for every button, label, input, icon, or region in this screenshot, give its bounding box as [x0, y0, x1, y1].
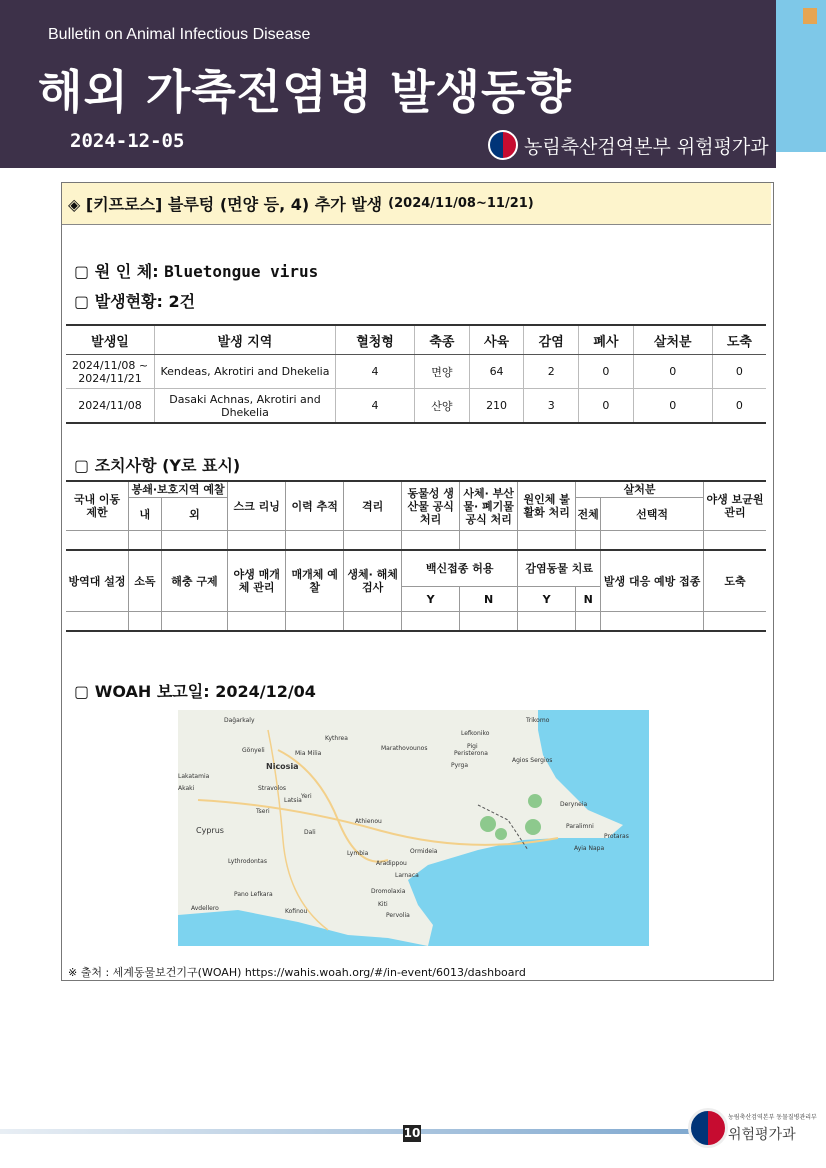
- map-label: Pyrga: [451, 762, 469, 769]
- m-cull-select: 선택적: [601, 498, 704, 531]
- map-label: Dromolaxia: [371, 888, 406, 895]
- table-cell: [601, 612, 704, 632]
- outbreak-marker: [525, 819, 541, 835]
- cell-region: Dasaki Achnas, Akrotiri and Dhekelia: [155, 389, 336, 424]
- header-region: 발생 지역: [155, 325, 336, 355]
- m-zone-out: 외: [161, 498, 227, 531]
- cell-culled: 0: [633, 355, 712, 389]
- cell-slaughtered: 0: [712, 355, 766, 389]
- measures-table: [66, 480, 766, 632]
- m-quarantine: 격리: [344, 481, 402, 531]
- table-cell: [161, 531, 227, 551]
- m-zone: 봉쇄·보호지역 예찰: [129, 481, 228, 498]
- page-number: 10: [403, 1126, 421, 1140]
- woah-report-date: ▢ WOAH 보고일: 2024/12/04: [74, 682, 316, 701]
- map-label: Larnaca: [395, 872, 419, 879]
- table-cell: [518, 531, 576, 551]
- map-label: Yeri: [301, 793, 312, 800]
- measures-value-row-1: [66, 531, 766, 551]
- m-outbreak-vacc: 발생 대응 예방 접종: [601, 550, 704, 612]
- map-label: Aradippou: [376, 860, 407, 867]
- cell-species: 면양: [415, 355, 470, 389]
- org-name: 농림축산검역본부 위험평가과: [524, 135, 769, 158]
- m-carcass: 사체· 부산물· 폐기물 공식 처리: [460, 481, 518, 531]
- side-accent-tab: [803, 8, 817, 24]
- m-treat-y: Y: [518, 587, 576, 612]
- status-line: ▢ 발생현황: 2건: [74, 292, 196, 311]
- table-row: [66, 389, 766, 424]
- map-label: Lymbia: [347, 850, 369, 857]
- m-slaughter: 도축: [704, 550, 767, 612]
- m-treat-n: N: [576, 587, 601, 612]
- cell-species: 산양: [415, 389, 470, 424]
- table-cell: [286, 531, 344, 551]
- table-cell: [286, 612, 344, 632]
- map-label: Lakatamia: [178, 773, 210, 780]
- footer-logo: [688, 1108, 820, 1150]
- cell-infected: 2: [524, 355, 579, 389]
- m-trace: 이력 추적: [286, 481, 344, 531]
- map-label: Gönyeli: [242, 747, 265, 754]
- table-cell: [129, 531, 162, 551]
- table-cell: [129, 612, 162, 632]
- table-cell: [518, 612, 576, 632]
- table-cell: [460, 531, 518, 551]
- outbreak-marker: [528, 794, 542, 808]
- taeguk-logo-icon: [488, 130, 518, 160]
- map-label: Kiti: [378, 901, 388, 908]
- cell-region: Kendeas, Akrotiri and Dhekelia: [155, 355, 336, 389]
- map-label: Marathovounos: [381, 745, 428, 752]
- map-label: Deryneia: [560, 801, 588, 808]
- map-label: Pervolia: [386, 912, 410, 919]
- measures-header-row-3: [66, 550, 766, 587]
- m-wildlife: 야생 보균원 관리: [704, 481, 767, 531]
- map-label: Kythrea: [325, 735, 348, 742]
- m-wild-vector: 야생 매개체 관리: [228, 550, 286, 612]
- table-cell: [460, 612, 518, 632]
- header-slaughtered: 도축: [712, 325, 766, 355]
- measures-header-row-1: [66, 481, 766, 498]
- table-cell: [344, 612, 402, 632]
- report-box: [61, 182, 774, 981]
- m-cull-all: 전체: [576, 498, 601, 531]
- header-raised: 사육: [469, 325, 524, 355]
- outbreak-marker: [495, 828, 507, 840]
- outbreak-header-row: [66, 325, 766, 355]
- m-treat: 감염동물 치료: [518, 550, 601, 587]
- map-label: Pano Lefkara: [234, 891, 273, 898]
- map-label: Kofinou: [285, 908, 308, 915]
- m-vaccine: 백신접종 허용: [402, 550, 518, 587]
- map-label: Lefkoniko: [461, 730, 490, 737]
- pathogen-value: Bluetongue virus: [164, 262, 319, 281]
- footer-logo-dept: 위험평가과: [728, 1127, 796, 1143]
- table-cell: [402, 612, 460, 632]
- page-title: 해외 가축전염병 발생동향: [38, 65, 572, 119]
- map-label: Tseri: [256, 808, 270, 815]
- table-cell: [704, 531, 767, 551]
- side-accent-bar: [776, 0, 826, 152]
- map-label: Agios Sergios: [512, 757, 553, 764]
- map-label: Nicosia: [266, 762, 299, 771]
- map-label: Ormideia: [410, 848, 438, 855]
- topic-banner: [62, 183, 771, 225]
- m-vaccine-y: Y: [402, 587, 460, 612]
- cell-date: 2024/11/08 ~ 2024/11/21: [66, 355, 155, 389]
- map-label: Paralimni: [566, 823, 594, 830]
- map-svg: [178, 710, 649, 946]
- cell-raised: 210: [469, 389, 524, 424]
- cell-serotype: 4: [336, 355, 415, 389]
- table-row: [66, 355, 766, 389]
- outbreak-map: [178, 710, 649, 946]
- m-zone-set: 방역대 설정: [66, 550, 129, 612]
- header-dead: 폐사: [579, 325, 634, 355]
- table-cell: [344, 531, 402, 551]
- cell-dead: 0: [579, 389, 634, 424]
- cell-dead: 0: [579, 355, 634, 389]
- map-label: Ayia Napa: [574, 845, 605, 852]
- measures-value-row-2: [66, 612, 766, 632]
- m-products: 동물성 생산물 공식 처리: [402, 481, 460, 531]
- page-header: [0, 0, 776, 168]
- map-label: Dali: [304, 829, 316, 836]
- org-label: [488, 130, 769, 160]
- map-label: Peristerona: [454, 750, 488, 757]
- cell-infected: 3: [524, 389, 579, 424]
- header-culled: 살처분: [633, 325, 712, 355]
- table-cell: [66, 612, 129, 632]
- map-label: Cyprus: [196, 826, 224, 835]
- header-serotype: 혈청형: [336, 325, 415, 355]
- cell-slaughtered: 0: [712, 389, 766, 424]
- outbreak-marker: [480, 816, 496, 832]
- map-label: Akaki: [178, 785, 195, 792]
- cell-date: 2024/11/08: [66, 389, 155, 424]
- map-label: Avdellero: [191, 905, 219, 912]
- m-pest: 해충 구제: [161, 550, 227, 612]
- table-cell: [402, 531, 460, 551]
- outbreak-table: [66, 324, 766, 424]
- header-species: 축종: [415, 325, 470, 355]
- table-cell: [161, 612, 227, 632]
- map-label: Latsia: [284, 797, 302, 804]
- m-disinfect: 소독: [129, 550, 162, 612]
- header-date: 발생일: [66, 325, 155, 355]
- measures-label: ▢ 조치사항 (Y로 표시): [74, 456, 241, 475]
- m-bio-test: 생체· 해체 검사: [344, 550, 402, 612]
- pathogen-label: ▢ 원 인 체:: [74, 262, 165, 281]
- m-zone-in: 내: [129, 498, 162, 531]
- table-cell: [66, 531, 129, 551]
- m-culling: 살처분: [576, 481, 704, 498]
- cell-culled: 0: [633, 389, 712, 424]
- map-label: Protaras: [604, 833, 629, 840]
- pathogen-line: [74, 259, 318, 282]
- cell-serotype: 4: [336, 389, 415, 424]
- topic-range: (2024/11/08~11/21): [388, 196, 534, 211]
- map-label: Trikomo: [526, 717, 550, 724]
- table-cell: [704, 612, 767, 632]
- m-screening: 스크 리닝: [228, 481, 286, 531]
- table-cell: [576, 612, 601, 632]
- m-inactivation: 원인체 불활화 처리: [518, 481, 576, 531]
- taeguk-logo-icon: [688, 1108, 728, 1148]
- footer-line: [0, 1129, 700, 1134]
- topic-title: ◈ [키프로스] 블루텅 (면양 등, 4) 추가 발생: [68, 195, 383, 214]
- bulletin-subtitle: Bulletin on Animal Infectious Disease: [48, 26, 311, 43]
- source-note: ※ 출처 : 세계동물보건기구(WOAH) https://wahis.woah.org/#/in-event/6013/dashboard: [68, 966, 526, 979]
- header-infected: 감염: [524, 325, 579, 355]
- m-domestic: 국내 이동 제한: [66, 481, 129, 531]
- map-label: Lythrodontas: [228, 858, 267, 865]
- footer-logo-org: 농림축산검역본부 동물질병관리부: [728, 1114, 817, 1121]
- table-cell: [228, 612, 286, 632]
- table-cell: [601, 531, 704, 551]
- map-label: Pigi: [467, 743, 478, 750]
- map-label: Mia Milia: [295, 750, 322, 757]
- table-cell: [576, 531, 601, 551]
- map-label: Athienou: [355, 818, 382, 825]
- publish-date: 2024-12-05: [70, 130, 185, 152]
- map-label: Dağarkaly: [224, 717, 255, 724]
- m-vector-watch: 매개체 예찰: [286, 550, 344, 612]
- table-cell: [228, 531, 286, 551]
- cell-raised: 64: [469, 355, 524, 389]
- map-label: Stravolos: [258, 785, 286, 792]
- m-vaccine-n: N: [460, 587, 518, 612]
